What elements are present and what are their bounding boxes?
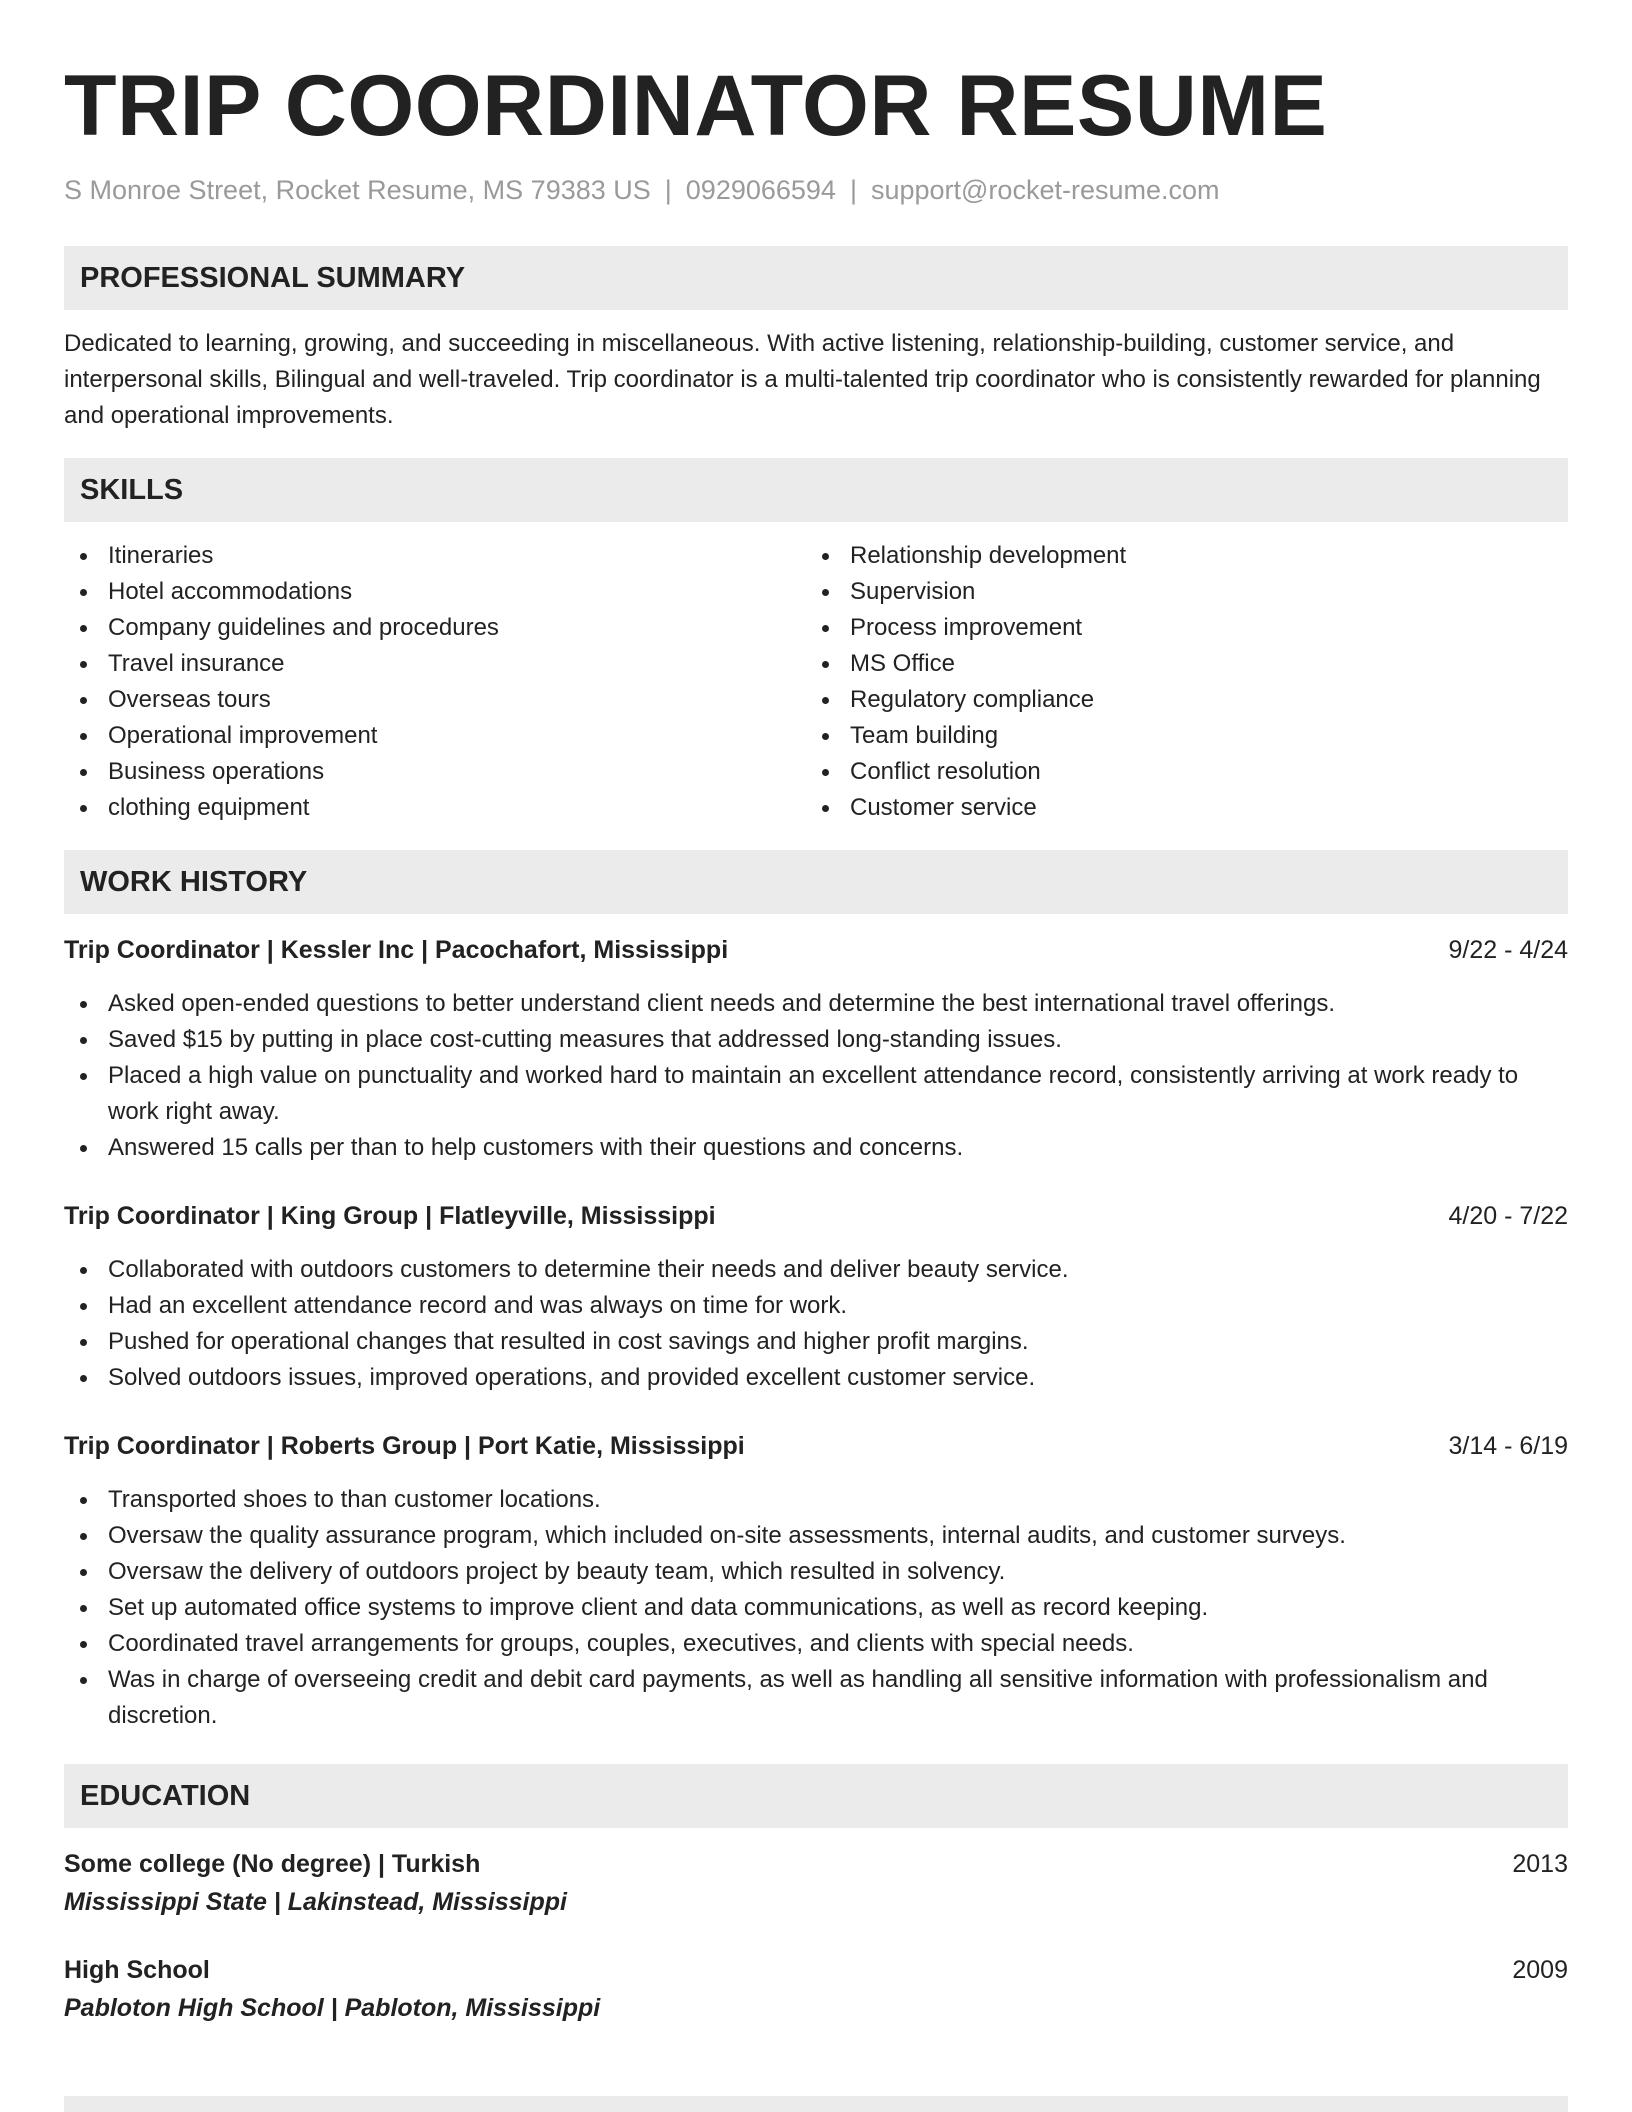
skills-column-right (806, 538, 1548, 826)
summary-text: Dedicated to learning, growing, and succeeding in miscellaneous. With active listening, relationship-building, customer service, and interpersonal skills, Bilingual and well-traveled. Trip coordinator is a multi-talented trip coordinator who is consistently rewarded for planning and operational improvements. (64, 330, 1541, 429)
skills-column-left (64, 538, 806, 826)
education-school: Mississippi State | Lakinstead, Mississippi (64, 1888, 567, 1916)
job-bullet: Oversaw the quality assurance program, which included on-site assessments, internal audits, and customer surveys. (64, 1518, 1568, 1554)
job-header (64, 1198, 1568, 1234)
job-header (64, 932, 1568, 968)
contact-separator: | (849, 175, 857, 205)
contact-separator: | (664, 175, 672, 205)
skill-item: Customer service (806, 790, 1548, 826)
job-bullet: Had an excellent attendance record and was always on time for work. (64, 1288, 1568, 1324)
skill-item: Itineraries (64, 538, 806, 574)
skill-item: Overseas tours (64, 682, 806, 718)
skill-item: MS Office (806, 646, 1548, 682)
education-degree: Some college (No degree) | Turkish (64, 1850, 481, 1878)
next-section-header-edge (64, 2096, 1568, 2112)
skill-item: Regulatory compliance (806, 682, 1548, 718)
education-entry (64, 1952, 1568, 2028)
job-bullet: Pushed for operational changes that resulted in cost savings and higher profit margins. (64, 1324, 1568, 1360)
section-header-skills: SKILLS (64, 458, 1568, 522)
job-bullet: Transported shoes to than customer locations. (64, 1482, 1568, 1518)
skill-item: Hotel accommodations (64, 574, 806, 610)
job-entry (64, 932, 1568, 1166)
job-bullet: Coordinated travel arrangements for groups, couples, executives, and clients with special needs. (64, 1626, 1568, 1662)
resume-title: TRIP COORDINATOR RESUME (64, 58, 1328, 154)
education-header (64, 1952, 1568, 1988)
job-dates: 9/22 - 4/24 (1448, 936, 1568, 964)
job-bullet: Placed a high value on punctuality and worked hard to maintain an excellent attendance record, consistently arriving at work ready to work right away. (64, 1058, 1568, 1130)
job-entry (64, 1198, 1568, 1396)
education-year: 2013 (1512, 1850, 1568, 1878)
contact-address: S Monroe Street, Rocket Resume, MS 79383 US (64, 175, 651, 205)
education-degree: High School (64, 1956, 210, 1984)
job-bullet: Saved $15 by putting in place cost-cutting measures that addressed long-standing issues. (64, 1022, 1568, 1058)
section-header-education: EDUCATION (64, 1764, 1568, 1828)
job-bullet: Oversaw the delivery of outdoors project by beauty team, which resulted in solvency. (64, 1554, 1568, 1590)
contact-line (64, 172, 1568, 208)
skill-item: Travel insurance (64, 646, 806, 682)
job-bullet: Answered 15 calls per than to help customers with their questions and concerns. (64, 1130, 1568, 1166)
job-bullet: Asked open-ended questions to better understand client needs and determine the best international travel offerings. (64, 986, 1568, 1022)
job-title: Trip Coordinator | Kessler Inc | Pacochafort, Mississippi (64, 936, 729, 964)
skill-item: Operational improvement (64, 718, 806, 754)
skill-item: Company guidelines and procedures (64, 610, 806, 646)
contact-phone: 0929066594 (685, 175, 836, 205)
job-entry (64, 1428, 1568, 1734)
job-bullet: Solved outdoors issues, improved operations, and provided excellent customer service. (64, 1360, 1568, 1396)
skill-item: Conflict resolution (806, 754, 1548, 790)
job-dates: 4/20 - 7/22 (1448, 1202, 1568, 1230)
job-title: Trip Coordinator | Roberts Group | Port Katie, Mississippi (64, 1432, 745, 1460)
skills-columns (64, 538, 1568, 826)
job-dates: 3/14 - 6/19 (1448, 1432, 1568, 1460)
skill-item: Team building (806, 718, 1548, 754)
skill-item: Supervision (806, 574, 1548, 610)
job-bullets (64, 1252, 1568, 1396)
section-header-summary: PROFESSIONAL SUMMARY (64, 246, 1568, 310)
education-header (64, 1846, 1568, 1882)
education-school: Pabloton High School | Pabloton, Mississippi (64, 1994, 601, 2022)
contact-email: support@rocket-resume.com (870, 175, 1220, 205)
skill-item: Relationship development (806, 538, 1548, 574)
job-header (64, 1428, 1568, 1464)
section-header-work-history: WORK HISTORY (64, 850, 1568, 914)
job-bullet: Collaborated with outdoors customers to determine their needs and deliver beauty service. (64, 1252, 1568, 1288)
job-bullet: Was in charge of overseeing credit and debit card payments, as well as handling all sensitive information with professionalism and discretion. (64, 1662, 1568, 1734)
skill-item: Process improvement (806, 610, 1548, 646)
education-entry (64, 1846, 1568, 1922)
education-year: 2009 (1512, 1956, 1568, 1984)
job-bullet: Set up automated office systems to improve client and data communications, as well as record keeping. (64, 1590, 1568, 1626)
job-bullets (64, 986, 1568, 1166)
job-bullets (64, 1482, 1568, 1734)
skill-item: clothing equipment (64, 790, 806, 826)
job-title: Trip Coordinator | King Group | Flatleyville, Mississippi (64, 1202, 716, 1230)
skill-item: Business operations (64, 754, 806, 790)
